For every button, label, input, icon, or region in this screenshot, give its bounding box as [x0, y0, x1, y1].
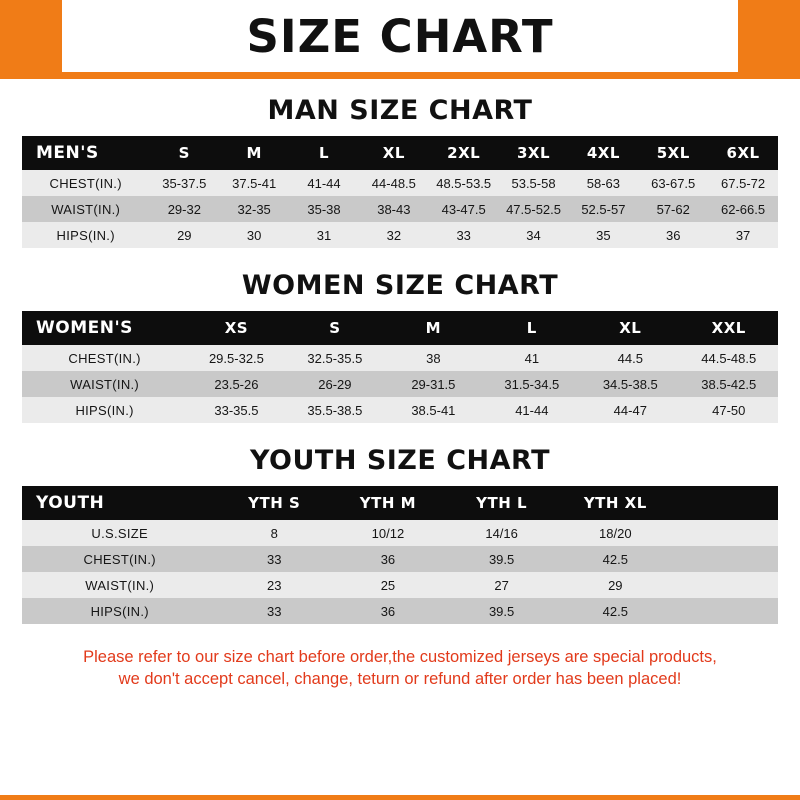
- youth-table-wrap: [0, 486, 800, 624]
- table-row: [22, 520, 778, 546]
- men-r1c0: 29-32: [149, 196, 219, 222]
- men-table-wrap: [0, 136, 800, 248]
- footer-note: [0, 640, 800, 691]
- women-col-0: XS: [187, 311, 285, 345]
- women-r0c4: 44.5: [581, 345, 679, 371]
- men-r1c7: 57-62: [638, 196, 708, 222]
- women-r1c3: 31.5-34.5: [483, 371, 581, 397]
- table-header-row: [22, 486, 778, 520]
- men-r0c1: 37.5-41: [219, 170, 289, 196]
- table-row: [22, 170, 778, 196]
- men-r2c1: 30: [219, 222, 289, 248]
- women-section-title: WOMEN SIZE CHART: [241, 270, 559, 301]
- youth-r3-spacer: [672, 598, 778, 624]
- footer-note-line-1: Please refer to our size chart before order,the customized jerseys are special products,: [83, 648, 717, 666]
- header-accent-left: [0, 0, 62, 72]
- youth-r1c1: 36: [331, 546, 445, 572]
- men-r0c0: 35-37.5: [149, 170, 219, 196]
- table-row: [22, 572, 778, 598]
- men-col-2: L: [289, 136, 359, 170]
- women-r1c4: 34.5-38.5: [581, 371, 679, 397]
- men-col-4: 2XL: [429, 136, 499, 170]
- header-title-container: [62, 0, 738, 72]
- youth-row-2-label: WAIST(IN.): [22, 572, 217, 598]
- women-row-1-label: WAIST(IN.): [22, 371, 187, 397]
- men-col-6: 4XL: [568, 136, 638, 170]
- youth-col-spacer: [672, 486, 778, 520]
- women-r0c3: 41: [483, 345, 581, 371]
- table-row: [22, 222, 778, 248]
- men-col-5: 3XL: [499, 136, 569, 170]
- footer-divider: [0, 795, 800, 800]
- table-row: [22, 397, 778, 423]
- youth-r0c1: 10/12: [331, 520, 445, 546]
- youth-r2c2: 27: [445, 572, 559, 598]
- table-row: [22, 546, 778, 572]
- youth-r0c0: 8: [217, 520, 331, 546]
- youth-r3c2: 39.5: [445, 598, 559, 624]
- women-r0c0: 29.5-32.5: [187, 345, 285, 371]
- men-r1c4: 43-47.5: [429, 196, 499, 222]
- youth-r3c3: 42.5: [558, 598, 672, 624]
- men-r1c2: 35-38: [289, 196, 359, 222]
- youth-col-0: YTH S: [217, 486, 331, 520]
- table-row: [22, 371, 778, 397]
- youth-r1c3: 42.5: [558, 546, 672, 572]
- men-section-title: MAN SIZE CHART: [267, 95, 533, 126]
- women-col-2: M: [384, 311, 482, 345]
- men-r2c5: 34: [499, 222, 569, 248]
- men-r0c7: 63-67.5: [638, 170, 708, 196]
- men-r2c0: 29: [149, 222, 219, 248]
- women-size-table: [22, 311, 778, 423]
- youth-r2c0: 23: [217, 572, 331, 598]
- footer-note-line-2: we don't accept cancel, change, teturn or refund after order has been placed!: [118, 670, 682, 689]
- header-accent-right: [738, 0, 800, 72]
- women-col-4: XL: [581, 311, 679, 345]
- youth-r2-spacer: [672, 572, 778, 598]
- men-row-header: MEN'S: [22, 136, 149, 170]
- men-r1c5: 47.5-52.5: [499, 196, 569, 222]
- men-r0c2: 41-44: [289, 170, 359, 196]
- men-r0c3: 44-48.5: [359, 170, 429, 196]
- men-r1c3: 38-43: [359, 196, 429, 222]
- men-r2c8: 37: [708, 222, 778, 248]
- table-header-row: [22, 136, 778, 170]
- women-r2c2: 38.5-41: [384, 397, 482, 423]
- men-col-3: XL: [359, 136, 429, 170]
- women-r2c4: 44-47: [581, 397, 679, 423]
- header-divider: [0, 72, 800, 79]
- women-col-1: S: [286, 311, 384, 345]
- women-r0c5: 44.5-48.5: [680, 345, 778, 371]
- women-col-3: L: [483, 311, 581, 345]
- women-r0c1: 32.5-35.5: [286, 345, 384, 371]
- women-r2c0: 33-35.5: [187, 397, 285, 423]
- men-r1c6: 52.5-57: [568, 196, 638, 222]
- table-row: [22, 345, 778, 371]
- men-size-table: [22, 136, 778, 248]
- youth-col-2: YTH L: [445, 486, 559, 520]
- table-row: [22, 598, 778, 624]
- youth-size-table: [22, 486, 778, 624]
- youth-row-1-label: CHEST(IN.): [22, 546, 217, 572]
- women-r2c5: 47-50: [680, 397, 778, 423]
- men-r2c7: 36: [638, 222, 708, 248]
- youth-section-title: YOUTH SIZE CHART: [249, 445, 551, 476]
- youth-r1c2: 39.5: [445, 546, 559, 572]
- youth-row-3-label: HIPS(IN.): [22, 598, 217, 624]
- youth-r2c3: 29: [558, 572, 672, 598]
- men-col-0: S: [149, 136, 219, 170]
- youth-r0c3: 18/20: [558, 520, 672, 546]
- youth-r3c0: 33: [217, 598, 331, 624]
- table-header-row: [22, 311, 778, 345]
- youth-r0-spacer: [672, 520, 778, 546]
- women-r1c1: 26-29: [286, 371, 384, 397]
- youth-r1c0: 33: [217, 546, 331, 572]
- men-r0c4: 48.5-53.5: [429, 170, 499, 196]
- men-r0c5: 53.5-58: [499, 170, 569, 196]
- youth-r2c1: 25: [331, 572, 445, 598]
- youth-row-0-label: U.S.SIZE: [22, 520, 217, 546]
- youth-r0c2: 14/16: [445, 520, 559, 546]
- header-banner: [0, 0, 800, 72]
- men-r1c8: 62-66.5: [708, 196, 778, 222]
- youth-col-1: YTH M: [331, 486, 445, 520]
- youth-r3c1: 36: [331, 598, 445, 624]
- women-row-0-label: CHEST(IN.): [22, 345, 187, 371]
- men-r2c2: 31: [289, 222, 359, 248]
- youth-r1-spacer: [672, 546, 778, 572]
- men-col-8: 6XL: [708, 136, 778, 170]
- women-col-5: XXL: [680, 311, 778, 345]
- men-row-2-label: HIPS(IN.): [22, 222, 149, 248]
- women-table-wrap: [0, 311, 800, 423]
- men-r0c8: 67.5-72: [708, 170, 778, 196]
- table-row: [22, 196, 778, 222]
- youth-row-header: YOUTH: [22, 486, 217, 520]
- men-col-7: 5XL: [638, 136, 708, 170]
- men-r1c1: 32-35: [219, 196, 289, 222]
- men-row-1-label: WAIST(IN.): [22, 196, 149, 222]
- women-r0c2: 38: [384, 345, 482, 371]
- men-r0c6: 58-63: [568, 170, 638, 196]
- men-r2c3: 32: [359, 222, 429, 248]
- women-r2c1: 35.5-38.5: [286, 397, 384, 423]
- youth-col-3: YTH XL: [558, 486, 672, 520]
- men-row-0-label: CHEST(IN.): [22, 170, 149, 196]
- men-r2c4: 33: [429, 222, 499, 248]
- women-r2c3: 41-44: [483, 397, 581, 423]
- women-r1c0: 23.5-26: [187, 371, 285, 397]
- women-r1c5: 38.5-42.5: [680, 371, 778, 397]
- women-row-2-label: HIPS(IN.): [22, 397, 187, 423]
- page-title: SIZE CHART: [246, 9, 554, 63]
- women-row-header: WOMEN'S: [22, 311, 187, 345]
- men-col-1: M: [219, 136, 289, 170]
- men-r2c6: 35: [568, 222, 638, 248]
- women-r1c2: 29-31.5: [384, 371, 482, 397]
